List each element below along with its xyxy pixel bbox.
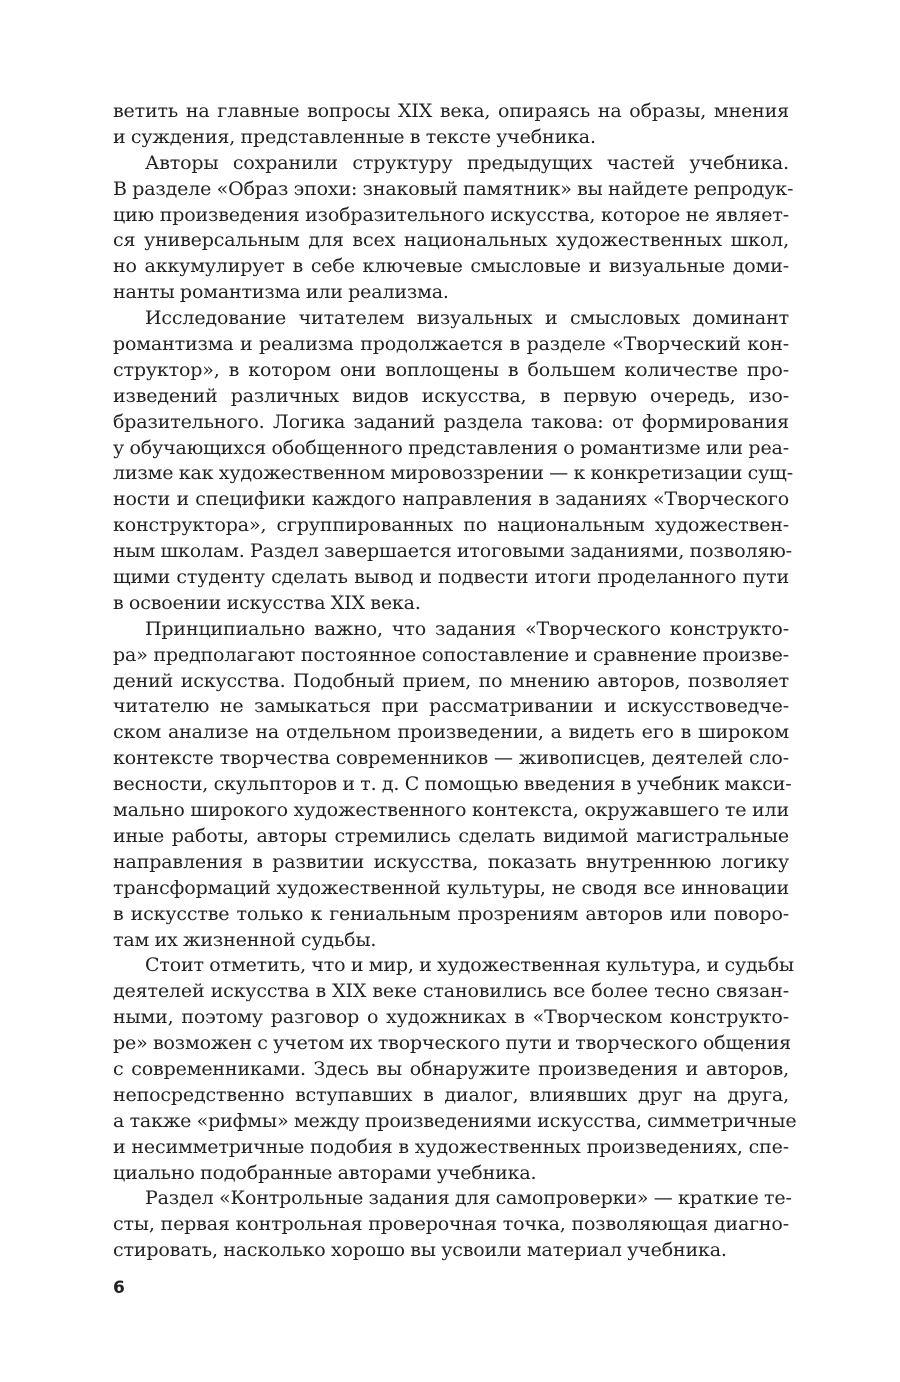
text-line: ным школам. Раздел завершается итоговыми заданиями, позволяю- (113, 540, 792, 563)
text-line: иные работы, авторы стремились сделать видимой магистральные (113, 824, 789, 847)
paragraph (113, 953, 797, 1186)
text-line: Принципиально важно, что задания «Творческого конструкто- (145, 617, 789, 640)
text-line: ском анализе на отдельном произведении, а видеть его в широком (113, 721, 789, 744)
text-line: а также «рифмы» между произведениями искусства, симметричные (113, 1109, 797, 1132)
text-line: щими студенту сделать вывод и подвести итоги проделанного пути (113, 566, 789, 589)
text-line: структор», в котором они воплощены в большем количестве про- (113, 358, 789, 381)
text-line: деятелей искусства в XIX веке становились все более тесно связан- (113, 980, 789, 1003)
text-line: контексте творчества современников — живописцев, деятелей сло- (113, 747, 789, 770)
text-line: ся универсальным для всех национальных художественных школ, (113, 229, 789, 252)
paragraph (113, 99, 789, 151)
paragraph (113, 306, 793, 617)
text-line: романтизма и реализма продолжается в разделе «Творческий кон- (113, 333, 789, 356)
paragraph (113, 617, 792, 954)
text-line: у обучающихся обобщенного представления о романтизме или реа- (113, 436, 789, 459)
text-line: бразительного. Логика заданий раздела такова: от формирования (113, 410, 789, 433)
text-line: в освоении искусства XIX века. (113, 591, 421, 614)
text-line: сты, первая контрольная проверочная точка, позволяющая диагно- (113, 1213, 789, 1236)
text-line: мально широкого художественного контекста, окружавшего те или (113, 799, 789, 822)
page-body (113, 99, 797, 1264)
text-line: Исследование читателем визуальных и смысловых доминант (145, 307, 789, 330)
text-line: ности и специфики каждого направления в заданиях «Творческого (113, 488, 789, 511)
paragraph (113, 151, 794, 306)
text-line: но аккумулирует в себе ключевые смысловые и визуальные доми- (113, 255, 789, 278)
text-line: там их жизненной судьбы. (113, 928, 377, 951)
text-line: Авторы сохранили структуру предыдущих частей учебника. (145, 151, 789, 174)
text-line: и несимметричные подобия в художественных произведениях, спе- (113, 1135, 789, 1158)
page-number: 6 (113, 1278, 125, 1298)
text-line: с современниками. Здесь вы обнаружите произведения и авторов, (113, 1057, 789, 1080)
text-line: Раздел «Контрольные задания для самопроверки» — краткие те- (145, 1187, 792, 1210)
text-line: Стоит отметить, что и мир, и художественная культура, и судьбы (145, 954, 795, 977)
text-line: в искусстве только к гениальным прозрениям авторов или поворо- (113, 902, 789, 925)
text-line: и суждения, представленные в тексте учебника. (113, 125, 596, 148)
paragraph (113, 1186, 792, 1264)
text-line: конструктора», сгруппированных по национальным художествен- (113, 514, 789, 537)
text-line: ными, поэтому разговор о художниках в «Творческом конструкто- (113, 1006, 789, 1029)
text-line: лизме как художественном мировоззрении — к конкретизации сущ- (113, 462, 793, 485)
text-line: нанты романтизма или реализма. (113, 281, 449, 304)
text-line: читателю не замыкаться при рассматривании и искусствоведче- (113, 695, 789, 718)
text-line: изведений различных видов искусства, в первую очередь, изо- (113, 384, 789, 407)
text-line: весности, скульпторов и т. д. С помощью введения в учебник макси- (113, 773, 792, 796)
text-line: направления в развитии искусства, показать внутреннюю логику (113, 850, 789, 873)
text-line: трансформаций художественной культуры, не сводя все инновации (113, 876, 789, 899)
text-line: непосредственно вступавших в диалог, влиявших друг на друга, (113, 1083, 789, 1106)
text-line: циально подобранные авторами учебника. (113, 1161, 537, 1184)
text-line: цию произведения изобразительного искусства, которое не являет- (113, 203, 789, 226)
text-line: В разделе «Образ эпохи: знаковый памятник» вы найдете репродук- (113, 177, 794, 200)
text-line: ре» возможен с учетом их творческого пути и творческого общения (113, 1032, 791, 1055)
text-line: дений искусства. Подобный прием, по мнению авторов, позволяет (113, 669, 789, 692)
text-line: стировать, насколько хорошо вы усвоили материал учебника. (113, 1239, 727, 1262)
text-line: ра» предполагают постоянное сопоставление и сравнение произве- (113, 643, 789, 666)
text-line: ветить на главные вопросы XIX века, опираясь на образы, мнения (113, 100, 789, 122)
